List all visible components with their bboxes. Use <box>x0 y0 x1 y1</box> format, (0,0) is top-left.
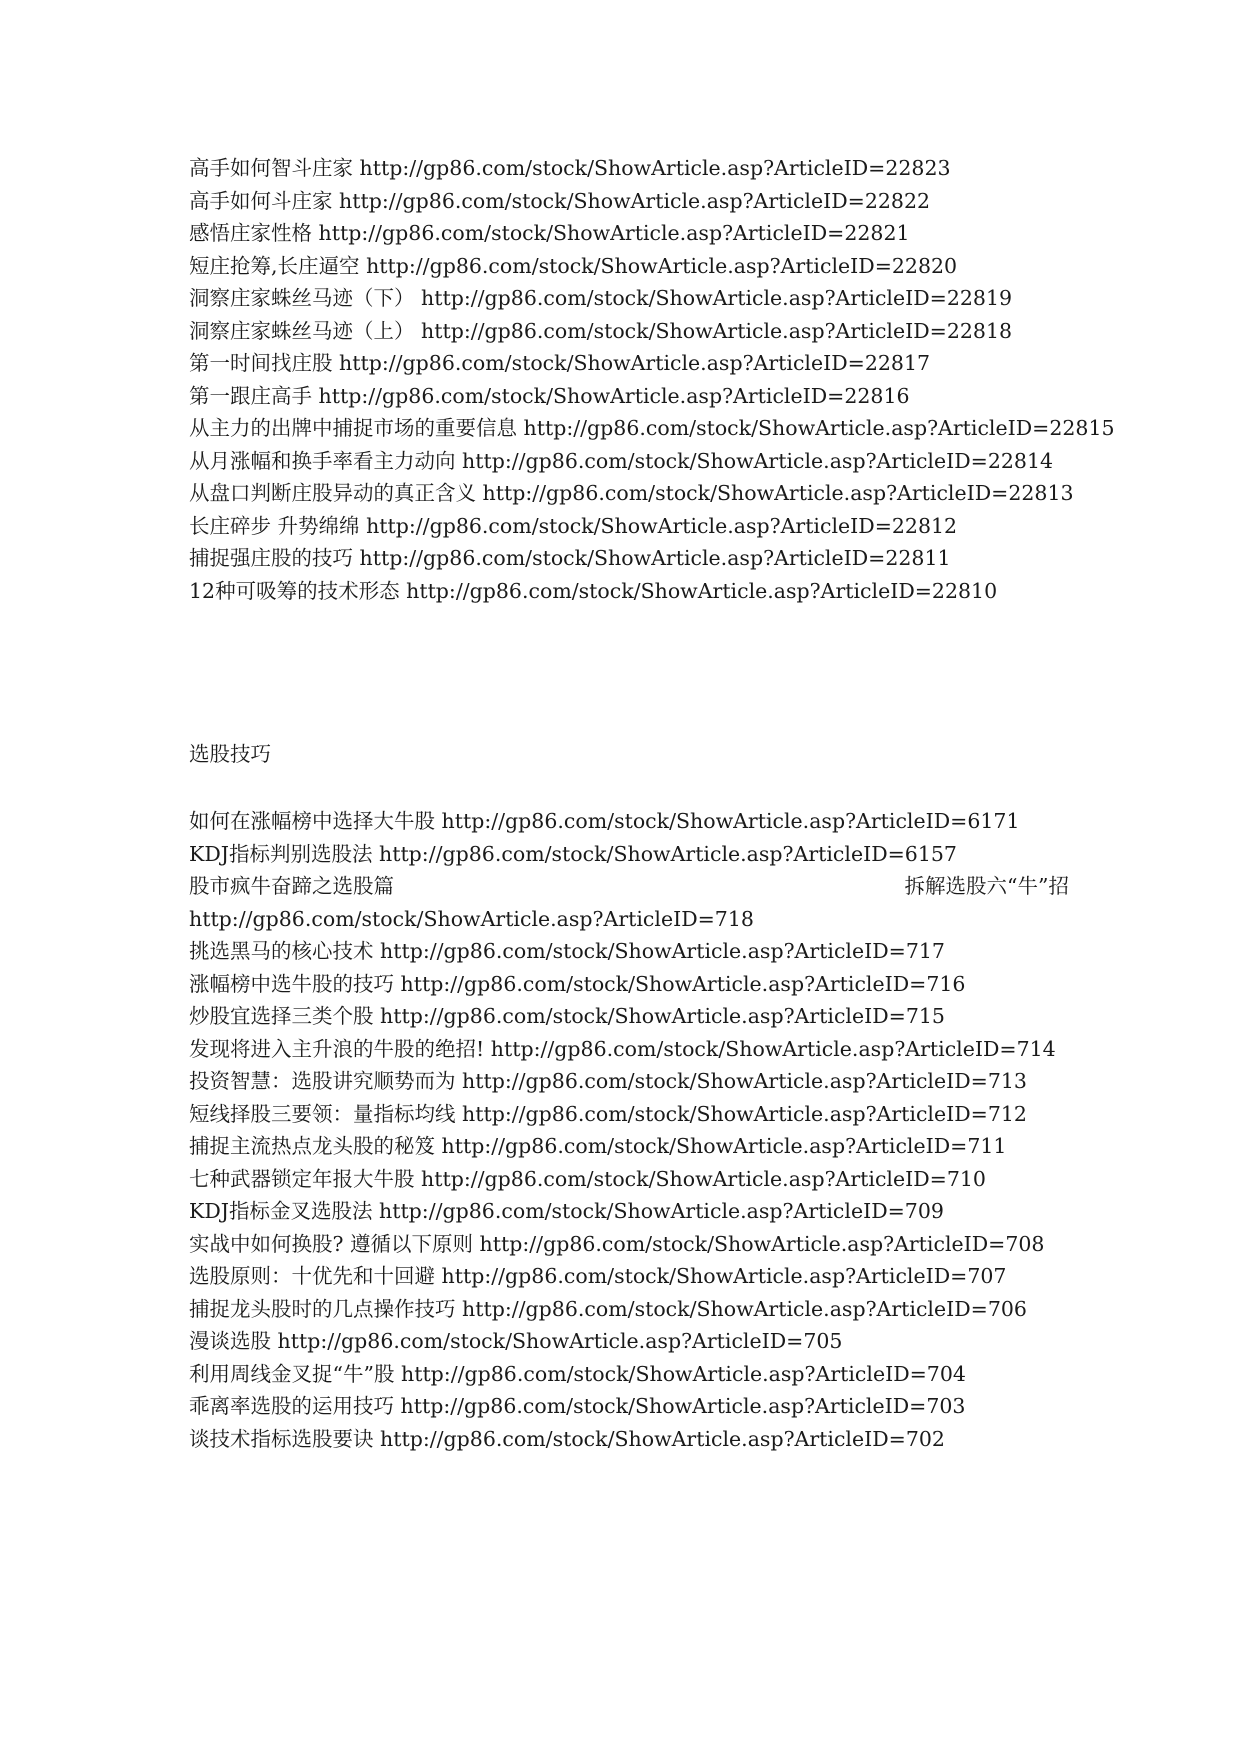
article-title: 涨幅榜中选牛股的技巧 <box>189 971 394 996</box>
article-link[interactable]: http://gp86.com/stock/ShowArticle.asp?ArticleID=703 <box>400 1394 966 1418</box>
article-title: 高手如何智斗庄家 <box>189 156 353 180</box>
article-title: 如何在涨幅榜中选择大牛股 <box>189 809 435 833</box>
article-link[interactable]: http://gp86.com/stock/ShowArticle.asp?ArticleID=715 <box>380 1004 945 1028</box>
list-item <box>189 1228 1069 1261</box>
list-item <box>189 1195 1069 1228</box>
list-item <box>189 1423 1069 1456</box>
article-title: KDJ指标判别选股法 <box>189 841 373 866</box>
list-item <box>189 1130 1069 1163</box>
article-link[interactable]: http://gp86.com/stock/ShowArticle.asp?ArticleID=710 <box>421 1166 986 1191</box>
list-item <box>189 380 1069 413</box>
article-link[interactable]: http://gp86.com/stock/ShowArticle.asp?ArticleID=22821 <box>318 221 910 245</box>
article-title: 从盘口判断庄股异动的真正含义 <box>189 481 476 505</box>
article-link[interactable]: http://gp86.com/stock/ShowArticle.asp?ArticleID=713 <box>462 1069 1027 1093</box>
article-link[interactable]: http://gp86.com/stock/ShowArticle.asp?ArticleID=702 <box>380 1426 945 1451</box>
list-item <box>189 250 1069 283</box>
article-link[interactable]: http://gp86.com/stock/ShowArticle.asp?ArticleID=22814 <box>462 448 1054 473</box>
list-item <box>189 1033 1069 1066</box>
list-item <box>189 805 1069 838</box>
article-title: 长庄碎步 升势绵绵 <box>189 513 360 538</box>
list-item <box>189 1293 1069 1326</box>
list-item <box>189 575 1069 608</box>
article-title: 第一跟庄高手 <box>189 383 312 408</box>
article-title: 短线择股三要领：量指标均线 <box>189 1101 456 1126</box>
article-link[interactable]: http://gp86.com/stock/ShowArticle.asp?ArticleID=22815 <box>523 416 1115 440</box>
article-link[interactable]: http://gp86.com/stock/ShowArticle.asp?ArticleID=706 <box>462 1296 1027 1321</box>
list-item <box>189 510 1069 543</box>
article-title: 第一时间找庄股 <box>189 351 333 375</box>
article-link[interactable]: http://gp86.com/stock/ShowArticle.asp?ArticleID=22810 <box>406 578 998 603</box>
article-title: 挑选黑马的核心技术 <box>189 939 374 963</box>
list-item <box>189 1390 1069 1423</box>
article-title: 漫谈选股 <box>189 1329 271 1353</box>
list-item <box>189 838 1069 871</box>
article-title: 选股原则：十优先和十回避 <box>189 1264 435 1288</box>
list-item <box>189 903 1069 936</box>
article-title: 谈技术指标选股要诀 <box>189 1426 374 1451</box>
list-item <box>189 347 1069 380</box>
article-link[interactable]: http://gp86.com/stock/ShowArticle.asp?ArticleID=717 <box>380 939 945 963</box>
article-link[interactable]: http://gp86.com/stock/ShowArticle.asp?ArticleID=714 <box>490 1036 1056 1061</box>
article-link[interactable]: http://gp86.com/stock/ShowArticle.asp?ArticleID=22819 <box>421 286 1013 310</box>
article-link[interactable]: http://gp86.com/stock/ShowArticle.asp?ArticleID=22812 <box>366 513 958 538</box>
article-title: 洞察庄家蛛丝马迹（下） <box>189 286 415 310</box>
article-title: 捕捉主流热点龙头股的秘笈 <box>189 1134 435 1158</box>
article-title: KDJ指标金叉选股法 <box>189 1199 373 1223</box>
list-item <box>189 1065 1069 1098</box>
list-item <box>189 542 1069 575</box>
article-list-xuangu <box>189 805 1069 1455</box>
list-item <box>189 1000 1069 1033</box>
article-title: 12种可吸筹的技术形态 <box>189 578 400 603</box>
list-item <box>189 185 1069 218</box>
article-link[interactable]: http://gp86.com/stock/ShowArticle.asp?ArticleID=704 <box>401 1361 966 1386</box>
article-title: 利用周线金叉捉“牛”股 <box>189 1361 395 1386</box>
article-link[interactable]: http://gp86.com/stock/ShowArticle.asp?ArticleID=709 <box>379 1199 944 1223</box>
list-item <box>189 217 1069 250</box>
article-title: 高手如何斗庄家 <box>189 188 333 213</box>
article-link[interactable]: http://gp86.com/stock/ShowArticle.asp?ArticleID=6171 <box>441 809 1020 833</box>
article-title: 实战中如何换股? 遵循以下原则 <box>189 1231 474 1256</box>
list-item <box>189 935 1069 968</box>
list-item <box>189 968 1069 1001</box>
article-link[interactable]: http://gp86.com/stock/ShowArticle.asp?ArticleID=22820 <box>366 253 958 278</box>
article-title: 投资智慧：选股讲究顺势而为 <box>189 1069 456 1093</box>
article-title: 炒股宜选择三类个股 <box>189 1004 374 1028</box>
list-item <box>189 1358 1069 1391</box>
article-link[interactable]: http://gp86.com/stock/ShowArticle.asp?ArticleID=708 <box>479 1231 1045 1256</box>
article-link[interactable]: http://gp86.com/stock/ShowArticle.asp?ArticleID=707 <box>441 1264 1007 1288</box>
article-link[interactable]: http://gp86.com/stock/ShowArticle.asp?ArticleID=22817 <box>339 351 931 375</box>
list-item <box>189 477 1074 510</box>
list-item <box>189 1098 1069 1131</box>
article-link[interactable]: http://gp86.com/stock/ShowArticle.asp?ArticleID=712 <box>462 1101 1027 1126</box>
list-item <box>189 412 1115 445</box>
article-link[interactable]: http://gp86.com/stock/ShowArticle.asp?ArticleID=711 <box>441 1134 1007 1158</box>
article-title: 捕捉龙头股时的几点操作技巧 <box>189 1296 456 1321</box>
article-link[interactable]: http://gp86.com/stock/ShowArticle.asp?ArticleID=22822 <box>339 188 931 213</box>
list-item <box>189 1163 1069 1196</box>
article-title: 短庄抢筹,长庄逼空 <box>189 253 360 278</box>
article-link[interactable]: http://gp86.com/stock/ShowArticle.asp?ArticleID=705 <box>277 1329 843 1353</box>
list-item <box>189 445 1069 478</box>
article-title: 感悟庄家性格 <box>189 221 312 245</box>
article-title: 捕捉强庄股的技巧 <box>189 546 353 570</box>
article-title: 股市疯牛奋蹄之选股篇 <box>189 874 394 898</box>
list-item <box>189 1325 1069 1358</box>
section-heading: 选股技巧 <box>189 742 271 766</box>
article-list-zhuangjia <box>189 152 1115 607</box>
article-title: 洞察庄家蛛丝马迹（上） <box>189 318 415 343</box>
list-item <box>189 152 1069 185</box>
article-link[interactable]: http://gp86.com/stock/ShowArticle.asp?ArticleID=22811 <box>359 546 951 570</box>
article-link[interactable]: http://gp86.com/stock/ShowArticle.asp?ArticleID=6157 <box>379 841 957 866</box>
article-title: 乖离率选股的运用技巧 <box>189 1394 394 1418</box>
list-item-split <box>189 870 1069 903</box>
article-link[interactable]: http://gp86.com/stock/ShowArticle.asp?ArticleID=22816 <box>318 383 910 408</box>
article-title: 发现将进入主升浪的牛股的绝招! <box>189 1036 485 1061</box>
list-item <box>189 282 1069 315</box>
list-item <box>189 315 1069 348</box>
article-title: 七种武器锁定年报大牛股 <box>189 1166 415 1191</box>
article-link[interactable]: http://gp86.com/stock/ShowArticle.asp?ArticleID=22823 <box>359 156 951 180</box>
article-link[interactable]: http://gp86.com/stock/ShowArticle.asp?ArticleID=716 <box>400 971 966 996</box>
list-item <box>189 1260 1069 1293</box>
article-title: 从主力的出牌中捕捉市场的重要信息 <box>189 416 517 440</box>
article-link[interactable]: http://gp86.com/stock/ShowArticle.asp?ArticleID=718 <box>189 906 754 931</box>
article-title: 从月涨幅和换手率看主力动向 <box>189 448 456 473</box>
article-link[interactable]: http://gp86.com/stock/ShowArticle.asp?ArticleID=22818 <box>421 318 1013 343</box>
article-title: 拆解选股六“牛”招 <box>904 874 1069 898</box>
article-link[interactable]: http://gp86.com/stock/ShowArticle.asp?ArticleID=22813 <box>482 481 1074 505</box>
